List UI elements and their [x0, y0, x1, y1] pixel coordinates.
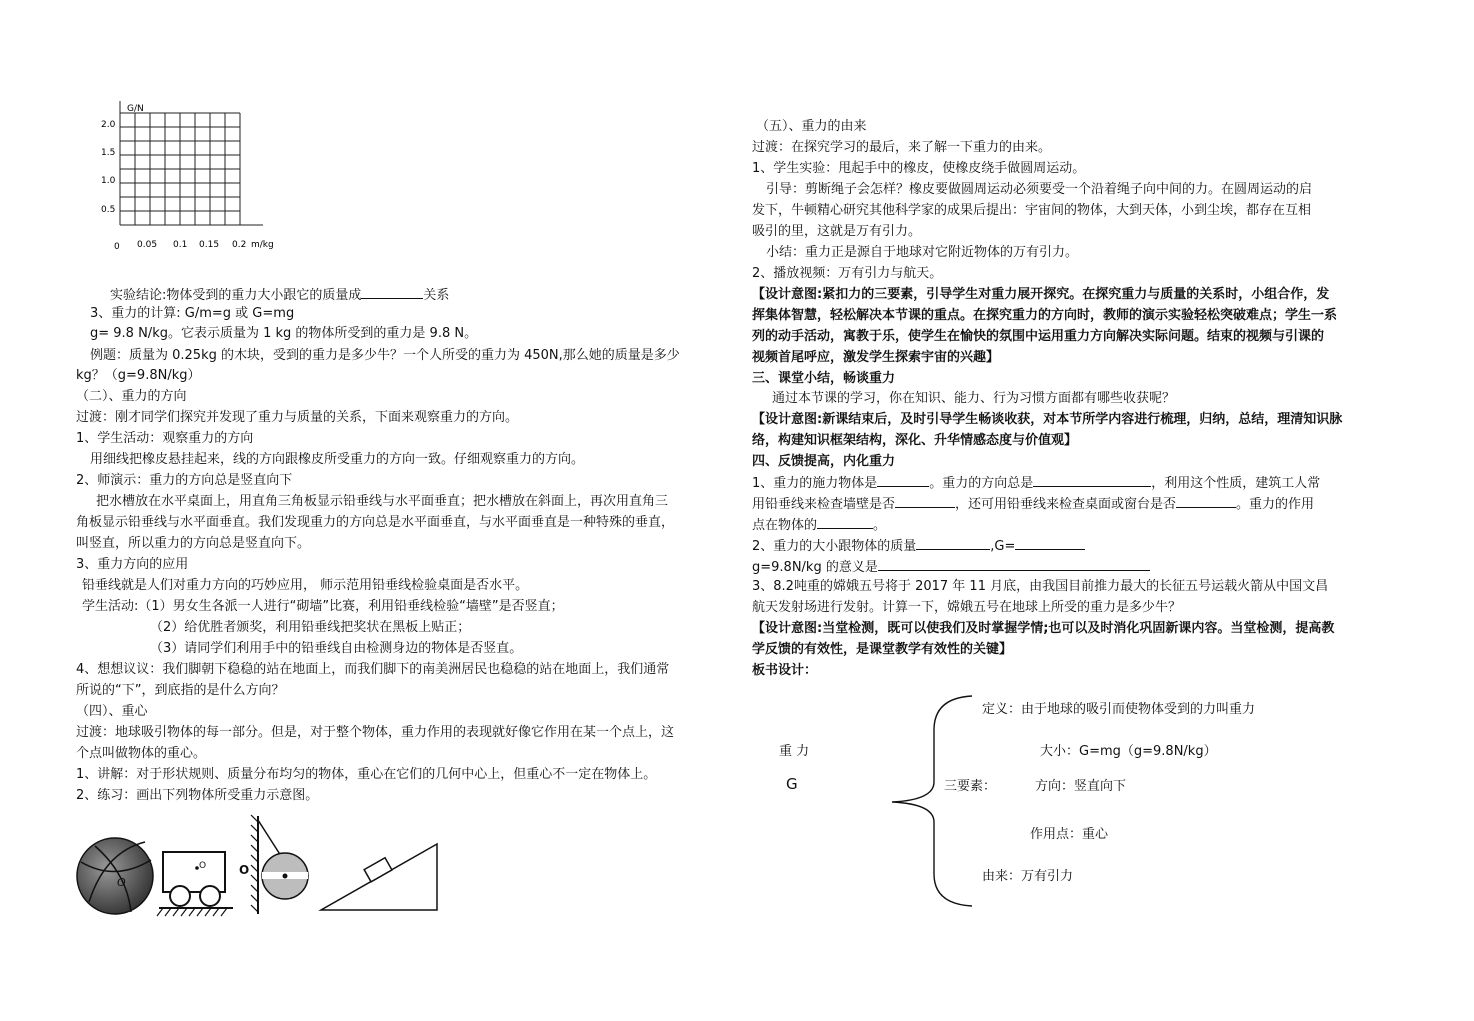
paragraph-line: 1、讲解：对于形状规则、质量分布均匀的物体，重心在它们的几何中心上，但重心不一定在物体上。 [76, 767, 657, 782]
quiz-question-3: 3、8.2吨重的嫦娥五号将于 2017 年 11 月底，由我国目前推力最大的长征五号运载火箭从中国文昌 [752, 579, 1329, 594]
board-origin: 由来：万有引力 [982, 869, 1074, 884]
quiz-question-1-cont [752, 493, 1314, 515]
design-intent-line: 【设计意图:当堂检测，既可以使我们及时掌握学情;也可以及时消化巩固新课内容。当堂检测，提高教 [752, 621, 1335, 636]
board-point: 作用点：重心 [1030, 827, 1109, 842]
quiz-text: ，利用这个性质，建筑工人常 [1151, 476, 1321, 491]
graph-x-tick: 0.15 [199, 240, 220, 250]
board-three-elements: 三要素： [944, 779, 997, 794]
board-direction: 方向：竖直向下 [1035, 779, 1127, 794]
board-main-symbol: G [786, 775, 798, 793]
graph-y-tick: 1.5 [101, 148, 116, 158]
center-label: O [199, 861, 207, 871]
conclusion-text: 实验结论:物体受到的重力大小跟它的质量成 [110, 288, 362, 303]
paragraph-line: 2、师演示：重力的方向总是竖直向下 [76, 473, 293, 488]
answer-blank[interactable] [817, 514, 873, 529]
paragraph-line: （3）请同学们利用手中的铅垂线自由检测身边的物体是否竖直。 [150, 641, 523, 656]
quiz-question-1 [752, 472, 1320, 494]
ball-wall-figure [239, 815, 308, 914]
block-incline-figure [321, 844, 437, 910]
section-title: 三、课堂小结，畅谈重力 [752, 371, 896, 386]
graph-origin: 0 [114, 242, 120, 252]
quiz-text: 1、重力的施力物体是 [752, 476, 878, 491]
g-value-line: g= 9.8 N/kg。它表示质量为 1 kg 的物体所受到的重力是 9.8 N。 [90, 326, 478, 341]
quiz-text: ,G= [990, 539, 1016, 554]
paragraph-line: 角板显示铅垂线与水平面垂直。我们发现重力的方向总是水平面垂直，与水平面垂直是一种特殊的垂直， [76, 515, 675, 530]
paragraph-line: 1、学生活动：观察重力的方向 [76, 431, 254, 446]
center-label: O [117, 876, 126, 889]
graph-y-label: G/N [127, 104, 144, 114]
example-line: kg？（g=9.8N/kg） [76, 368, 201, 383]
answer-blank[interactable] [877, 472, 929, 487]
answer-blank[interactable] [895, 493, 955, 508]
graph-x-tick: 0.1 [173, 240, 188, 250]
paragraph-line: 过渡：刚才同学们探究并发现了重力与质量的关系，下面来观察重力的方向。 [76, 410, 519, 425]
paragraph-line: 4、想想议议：我们脚朝下稳稳的站在地面上，而我们脚下的南美洲居民也稳稳的站在地面上，我们通常 [76, 662, 670, 677]
paragraph-line: 用细线把橡皮悬挂起来，线的方向跟橡皮所受重力的方向一致。仔细观察重力的方向。 [90, 452, 585, 467]
graph-x-tick: 0.2 [232, 240, 247, 250]
gravity-calc-line: 3、重力的计算: G/m=g 或 G=mg [90, 306, 295, 321]
design-intent-line: 学反馈的有效性，是课堂教学有效性的关键】 [752, 642, 1013, 657]
paragraph-line: 2、播放视频：万有引力与航天。 [752, 266, 943, 281]
paragraph-line: 引导：剪断绳子会怎样？橡皮要做圆周运动必须要受一个沿着绳子向中间的力。在圆周运动的启 [766, 182, 1313, 197]
design-intent-line: 络，构建知识框架结构，深化、升华情感态度与价值观】 [752, 433, 1078, 448]
quiz-question-2 [752, 535, 1085, 557]
quiz-text: ，还可用铅垂线来检查桌面或窗台是否 [955, 497, 1177, 512]
graph-y-tick: 0.5 [101, 205, 116, 215]
answer-blank[interactable] [1033, 472, 1151, 487]
board-main-label: 重 力 [779, 744, 810, 759]
answer-blank[interactable] [916, 535, 990, 550]
paragraph-line: 把水槽放在水平桌面上，用直角三角板显示铅垂线与水平面垂直；把水槽放在斜面上，再次用直角三 [96, 494, 669, 509]
paragraph-line: 1、学生实验：甩起手中的橡皮，使橡皮绕手做圆周运动。 [752, 161, 1086, 176]
paragraph-line: （2）给优胜者颁奖，利用铅垂线把奖状在黑板上贴正； [150, 620, 471, 635]
gravity-mass-graph [95, 97, 295, 257]
answer-blank[interactable] [361, 284, 423, 299]
design-intent-line: 列的动手活动，寓教于乐，使学生在愉快的氛围中运用重力方向解决实际问题。结束的视频与引课的 [752, 329, 1325, 344]
paragraph-line: 吸引的里，这就是万有引力。 [752, 224, 922, 239]
graph-y-tick: 2.0 [101, 120, 116, 130]
exercise-figures [75, 812, 445, 922]
paragraph-line: 过渡：在探究学习的最后，来了解一下重力的由来。 [752, 140, 1052, 155]
graph-x-unit: m/kg [251, 240, 274, 250]
paragraph-line: 铅垂线就是人们对重力方向的巧妙应用， 师示范用铅垂线检验桌面是否水平。 [82, 578, 529, 593]
example-line: 例题：质量为 0.25kg 的木块，受到的重力是多少牛？一个人所受的重力为 450N,那么她的质量是多少 [90, 348, 680, 363]
paragraph-line: 发下，牛顿精心研究其他科学家的成果后提出：宇宙间的物体，大到天体，小到尘埃，都存在互相 [752, 203, 1312, 218]
quiz-text: g=9.8N/kg 的意义是 [752, 560, 878, 575]
quiz-text: 点在物体的 [752, 518, 818, 533]
paragraph-line: 学生活动:（1）男女生各派一人进行“砌墙”比赛，利用铅垂线检验“墙壁”是否竖直； [82, 599, 564, 614]
conclusion-text-end: 关系 [423, 288, 450, 303]
paragraph-line: 过渡：地球吸引物体的每一部分。但是，对于整个物体，重力作用的表现就好像它作用在某一个点上，这 [76, 725, 675, 740]
graph-x-tick: 0.05 [137, 240, 158, 250]
experiment-conclusion [110, 284, 449, 306]
paragraph-line: 叫竖直，所以重力的方向总是竖直向下。 [76, 536, 311, 551]
answer-blank[interactable] [878, 556, 1150, 571]
basketball-figure [77, 838, 153, 914]
quiz-question-2-cont [752, 556, 1150, 578]
section-title: （四）、重心 [76, 704, 148, 719]
cart-figure [157, 852, 233, 916]
paragraph-line: 2、练习：画出下列物体所受重力示意图。 [76, 788, 319, 803]
answer-blank[interactable] [1176, 493, 1236, 508]
section-title: （五）、重力的由来 [756, 119, 867, 134]
design-intent-line: 【设计意图:紧扣力的三要素，引导学生对重力展开探究。在探究重力与质量的关系时，小组合作，发 [752, 287, 1330, 302]
paragraph-line: 小结：重力正是源自于地球对它附近物体的万有引力。 [766, 245, 1079, 260]
paragraph-line: 3、重力方向的应用 [76, 557, 189, 572]
quiz-text: 用铅垂线来检查墙壁是否 [752, 497, 896, 512]
quiz-text: 2、重力的大小跟物体的质量 [752, 539, 917, 554]
board-design-title: 板书设计： [752, 663, 818, 678]
quiz-question-1-end [752, 514, 886, 536]
paragraph-line: 个点叫做物体的重心。 [76, 746, 207, 761]
graph-y-tick: 1.0 [101, 176, 116, 186]
quiz-text: 。 [873, 518, 887, 533]
paragraph-line: 通过本节课的学习，你在知识、能力、行为习惯方面都有哪些收获呢？ [772, 391, 1176, 406]
design-intent-line: 【设计意图:新课结束后，及时引导学生畅谈收获，对本节所学内容进行梳理，归纳，总结，理清知识脉 [752, 412, 1343, 427]
answer-blank[interactable] [1015, 535, 1085, 550]
board-definition: 定义：由于地球的吸引而使物体受到的力叫重力 [982, 702, 1256, 717]
design-intent-line: 视频首尾呼应，激发学生探索宇宙的兴趣】 [752, 350, 1000, 365]
quiz-text: 。重力的作用 [1236, 497, 1315, 512]
section-title: 四、反馈提高，内化重力 [752, 454, 896, 469]
section-title: （二）、重力的方向 [76, 389, 187, 404]
board-size: 大小：G=mg（g=9.8N/kg） [1040, 744, 1217, 759]
quiz-text: 。重力的方向总是 [929, 476, 1034, 491]
center-label: O [239, 863, 250, 877]
quiz-question-3-cont: 航天发射场进行发射。计算一下，嫦娥五号在地球上所受的重力是多少牛？ [752, 600, 1182, 615]
design-intent-line: 挥集体智慧，轻松解决本节课的重点。在探究重力的方向时，教师的演示实验轻松突破难点；学生一系 [752, 308, 1338, 323]
paragraph-line: 所说的“下”，到底指的是什么方向？ [76, 683, 285, 698]
